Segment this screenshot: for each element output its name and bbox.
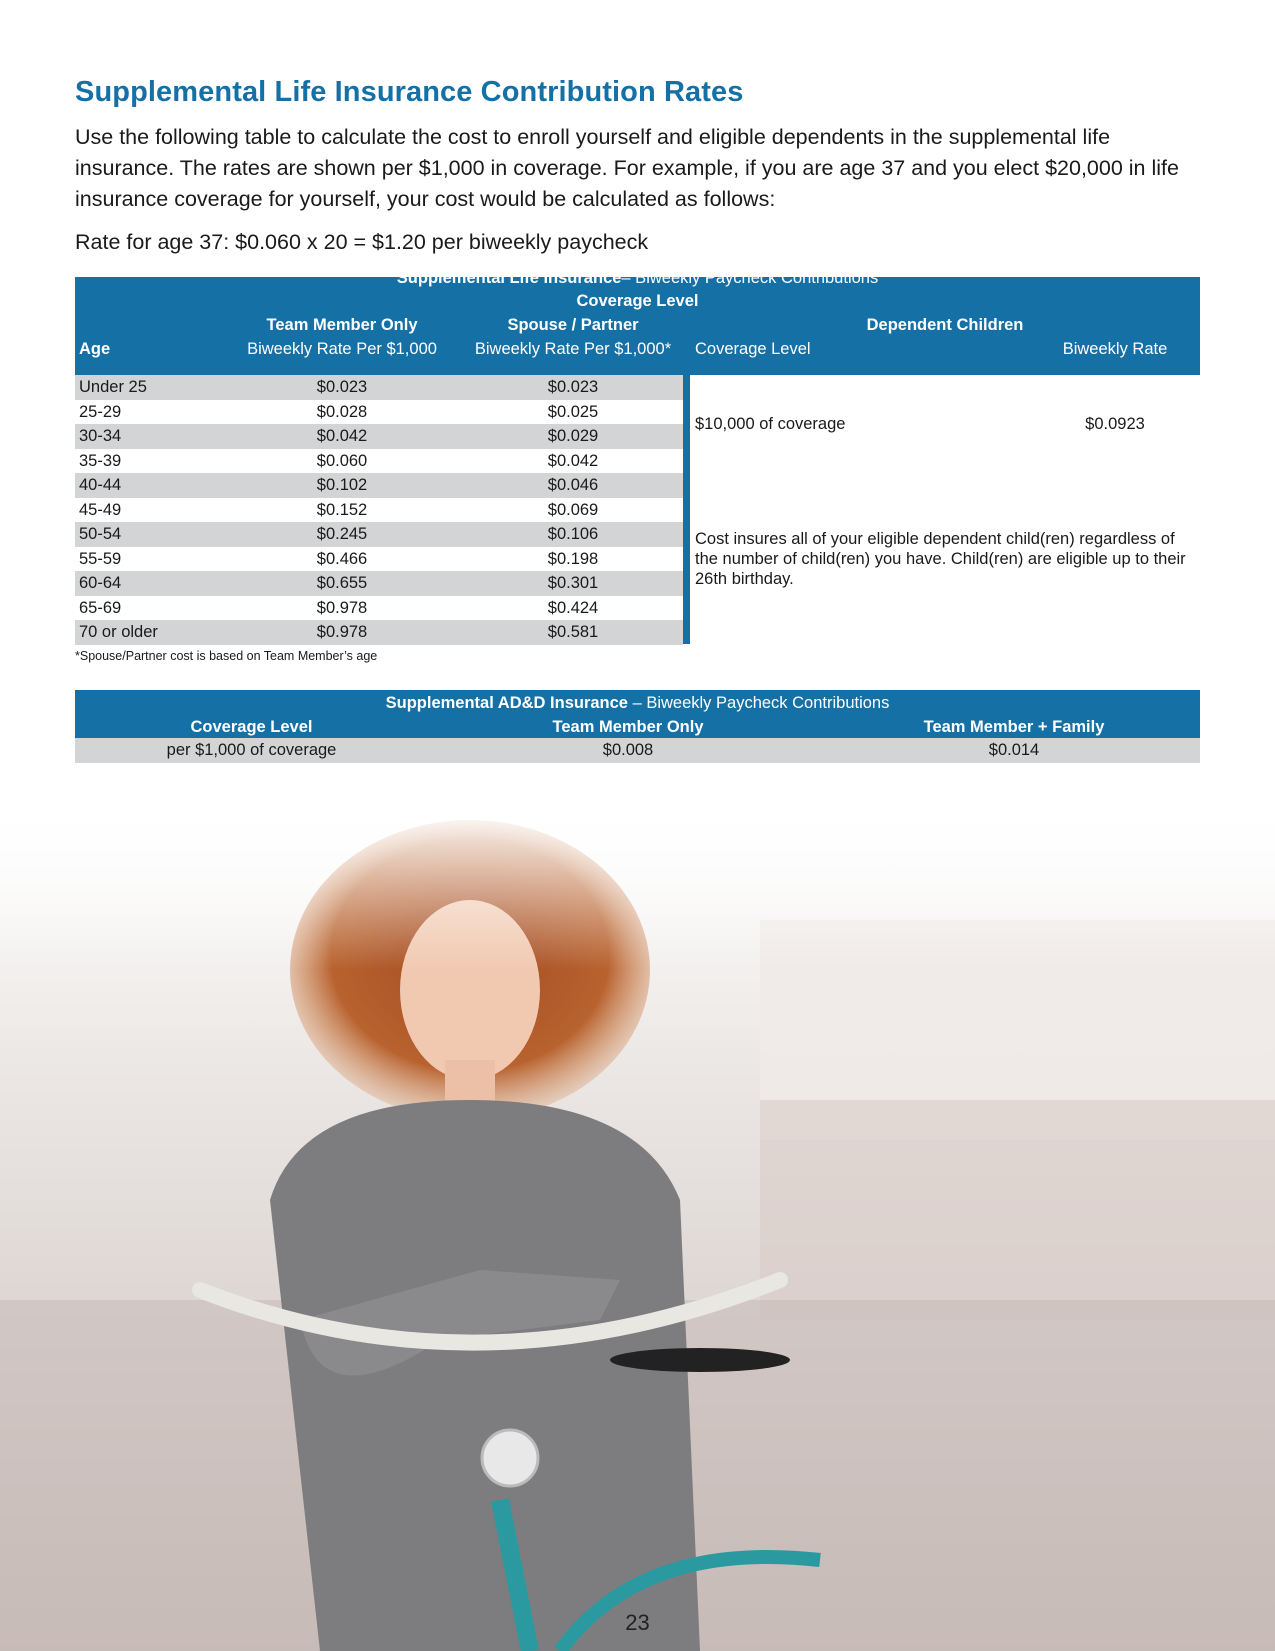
table-row xyxy=(75,424,1200,449)
add-tm-heading: Team Member Only xyxy=(552,718,704,736)
coverage-level-heading: Coverage Level xyxy=(576,292,699,310)
add-table-title: Supplemental AD&D Insurance – Biweekly Paycheck Contributions xyxy=(385,694,890,712)
age-cell: 45-49 xyxy=(79,500,122,519)
tm-rate-cell: $0.466 xyxy=(316,549,368,568)
add-insurance-table xyxy=(75,690,1200,763)
age-cell: Under 25 xyxy=(79,378,147,396)
dep-coverage-heading: Coverage Level xyxy=(695,340,811,358)
age-cell: 35-39 xyxy=(79,451,122,470)
page-number: 23 xyxy=(625,1610,650,1635)
spouse-rate-cell: $0.198 xyxy=(547,549,599,568)
life-table-body xyxy=(75,375,1200,645)
dependent-note: Cost insures all of your eligible dependent child(ren) regardless of the number of child(ren) you have. Child(ren) are eligible up to their 26th birthday. xyxy=(695,530,1186,588)
age-heading: Age xyxy=(79,340,111,358)
spouse-footnote: *Spouse/Partner cost is based on Team Member’s age xyxy=(75,649,378,663)
table-row xyxy=(75,498,1200,523)
age-cell: 50-54 xyxy=(79,525,122,543)
age-cell: 40-44 xyxy=(79,476,122,494)
intro-paragraph: Use the following table to calculate the cost to enroll yourself and eligible dependents in the supplemental life insurance. The rates are shown per $1,000 in coverage. For example, if you are age 37 and you elect $20,000 in life insurance coverage for yourself, your cost would be calculated as follows: xyxy=(75,125,1179,211)
add-coverage-heading: Coverage Level xyxy=(190,718,313,736)
table-row xyxy=(75,596,1200,621)
life-insurance-table xyxy=(75,269,1200,645)
woman-with-bicycle-photo xyxy=(0,800,1275,1651)
age-cell: 30-34 xyxy=(79,427,122,445)
dependent-coverage-value: $10,000 of coverage xyxy=(695,415,846,433)
spouse-rate-heading: Biweekly Rate Per $1,000* xyxy=(474,340,672,358)
page-title: Supplemental Life Insurance Contribution Rates xyxy=(75,76,744,108)
dep-rate-heading: Biweekly Rate xyxy=(1062,340,1168,358)
table-row xyxy=(75,400,1200,425)
tm-rate-cell: $0.023 xyxy=(316,378,368,396)
spouse-rate-cell: $0.042 xyxy=(547,451,599,470)
tm-rate-cell: $0.102 xyxy=(316,476,368,494)
dependent-rate-value: $0.0923 xyxy=(1085,415,1145,433)
add-family-value: $0.014 xyxy=(988,741,1040,759)
spouse-rate-cell: $0.029 xyxy=(547,427,599,445)
dependent-children-heading: Dependent Children xyxy=(866,316,1024,334)
tm-rate-cell: $0.152 xyxy=(316,500,368,519)
example-calculation: Rate for age 37: $0.060 x 20 = $1.20 per biweekly paycheck xyxy=(75,230,649,254)
spouse-rate-cell: $0.301 xyxy=(547,574,599,592)
team-member-only-heading: Team Member Only xyxy=(266,316,418,334)
table-row xyxy=(75,738,1200,763)
spouse-rate-cell: $0.023 xyxy=(547,378,599,396)
tm-rate-cell: $0.978 xyxy=(316,623,368,641)
age-cell: 55-59 xyxy=(79,549,122,568)
add-table-header xyxy=(75,690,1200,738)
spouse-rate-cell: $0.025 xyxy=(547,402,599,421)
tm-rate-cell: $0.060 xyxy=(316,451,368,470)
table-row xyxy=(75,449,1200,474)
spouse-rate-cell: $0.106 xyxy=(547,525,599,543)
age-cell: 60-64 xyxy=(79,574,122,592)
spouse-rate-cell: $0.424 xyxy=(547,598,599,617)
tm-rate-cell: $0.978 xyxy=(316,598,368,617)
add-family-heading: Team Member + Family xyxy=(923,718,1105,736)
life-table-title: Supplemental Life Insurance– Biweekly Paycheck Contributions xyxy=(396,269,879,287)
table-row xyxy=(75,620,1200,645)
table-row xyxy=(75,473,1200,498)
tm-rate-cell: $0.655 xyxy=(316,574,368,592)
tm-rate-heading: Biweekly Rate Per $1,000 xyxy=(247,340,437,358)
add-coverage-value: per $1,000 of coverage xyxy=(166,741,337,759)
life-table-header xyxy=(75,269,1200,375)
spouse-rate-cell: $0.069 xyxy=(547,500,599,519)
tm-rate-cell: $0.042 xyxy=(316,427,368,445)
add-tm-value: $0.008 xyxy=(602,741,654,759)
spouse-partner-heading: Spouse / Partner xyxy=(507,316,639,334)
column-divider xyxy=(683,375,690,644)
tm-rate-cell: $0.245 xyxy=(316,525,368,543)
age-cell: 65-69 xyxy=(79,598,122,617)
tm-rate-cell: $0.028 xyxy=(316,402,368,421)
table-row xyxy=(75,375,1200,400)
age-cell: 25-29 xyxy=(79,402,122,421)
age-cell: 70 or older xyxy=(79,623,158,641)
spouse-rate-cell: $0.046 xyxy=(547,476,599,494)
spouse-rate-cell: $0.581 xyxy=(547,623,599,641)
